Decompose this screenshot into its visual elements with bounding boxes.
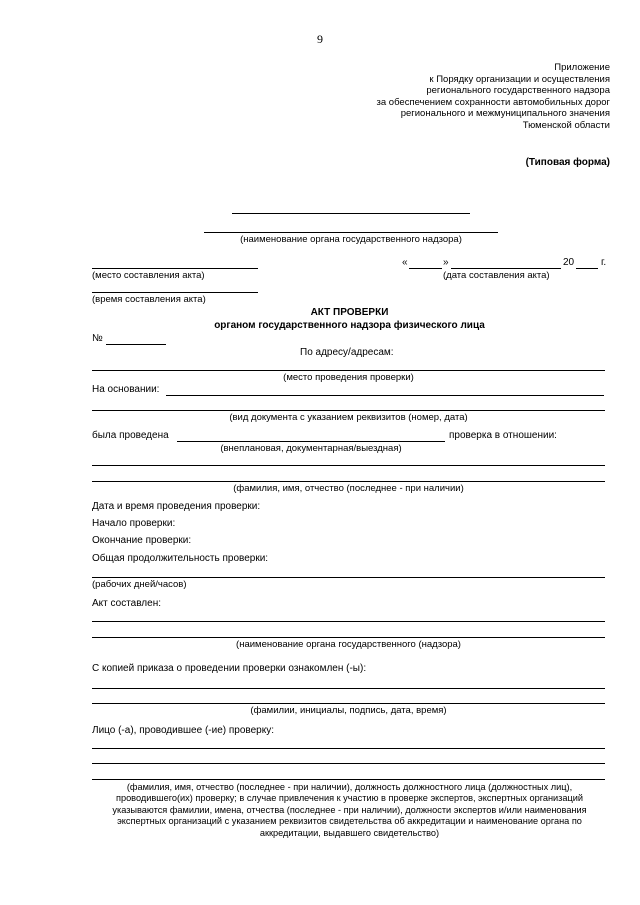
person-caption: (фамилия, имя, отчество (последнее - при наличии) (233, 483, 464, 494)
datetime-label: Дата и время проведения проверки: (92, 501, 261, 512)
basis-caption: (вид документа с указанием реквизитов (номер, дата) (229, 412, 468, 423)
inspector-field-3[interactable] (92, 779, 605, 780)
inspector-caption: (фамилия, имя, отчество (последнее - при наличии), должность должностного лица (должностных лиц), проводившего(их) проверку; в случае привлечения к участию в проверке экспертов, экспертных организаций указываются фамилии, имена, отчества (последнее - при наличии), должности экспертов и/или наименования экспертных организаций с указанием реквизитов свидетельства об аккредитации и наименование органа по аккредитации, выдавшего свидетельство) (112, 782, 587, 838)
basis-label: На основании: (92, 384, 160, 395)
date-year-suffix: г. (601, 257, 607, 268)
copy-label: С копией приказа о проведении проверки ознакомлен (-ы): (92, 663, 367, 674)
duration-field[interactable] (92, 577, 605, 578)
copy-caption: (фамилии, инициалы, подпись, дата, время) (250, 705, 447, 716)
basis-field-2[interactable] (92, 410, 605, 411)
basis-field[interactable] (166, 395, 604, 396)
conducted-type-field[interactable] (177, 441, 445, 442)
date-month-field[interactable] (451, 268, 561, 269)
date-quote-close: » (443, 257, 449, 268)
start-label: Начало проверки: (92, 518, 176, 529)
act-title: АКТ ПРОВЕРКИ (310, 307, 389, 318)
copy-field-1[interactable] (92, 688, 605, 689)
compiled-field-2[interactable] (92, 637, 605, 638)
appendix-line: Приложение (554, 62, 610, 73)
appendix-block (377, 62, 610, 132)
person-field-1[interactable] (92, 465, 605, 466)
inspector-label: Лицо (-а), проводившее (-ие) проверку: (92, 725, 274, 736)
copy-field-2[interactable] (92, 703, 605, 704)
duration-label: Общая продолжительность проверки: (92, 553, 269, 564)
time-line[interactable] (92, 292, 258, 293)
organ-line-2[interactable] (204, 232, 498, 233)
date-day-field[interactable] (409, 268, 442, 269)
place-line[interactable] (92, 268, 258, 269)
compiled-caption: (наименование органа государственного (надзора) (236, 639, 461, 650)
address-label: По адресу/адресам: (300, 347, 394, 358)
person-field-2[interactable] (92, 481, 605, 482)
appendix-line: регионального государственного надзора (426, 85, 610, 97)
number-label: № (92, 333, 103, 344)
act-subtitle: органом государственного надзора физического лица (214, 320, 485, 331)
organ-line-1[interactable] (232, 213, 470, 214)
date-year-prefix: 20 (563, 257, 575, 268)
place-of-check-caption: (место проведения проверки) (283, 372, 414, 383)
inspector-field-1[interactable] (92, 748, 605, 749)
duration-caption: (рабочих дней/часов) (92, 579, 187, 590)
appendix-line: Тюменской области (522, 119, 610, 131)
date-year-field[interactable] (576, 268, 598, 269)
compiled-field-1[interactable] (92, 621, 605, 622)
appendix-line: регионального и межмуниципального значения (400, 108, 610, 120)
conducted-caption: (внеплановая, документарная/выездная) (220, 443, 402, 454)
compiled-label: Акт составлен: (92, 598, 161, 609)
conducted-label: была проведена (92, 430, 169, 441)
number-field[interactable] (106, 344, 166, 345)
conducted-suffix: проверка в отношении: (449, 430, 557, 441)
date-caption: (дата составления акта) (443, 270, 550, 281)
page-number: 9 (317, 32, 323, 46)
organ-caption: (наименование органа государственного надзора) (240, 234, 462, 245)
form-type-label: (Типовая форма) (525, 157, 610, 168)
inspector-field-2[interactable] (92, 763, 605, 764)
appendix-line: за обеспечением сохранности автомобильных дорог (376, 96, 610, 108)
address-field[interactable] (92, 370, 605, 371)
place-caption: (место составления акта) (92, 270, 205, 281)
appendix-line: к Порядку организации и осуществления (429, 73, 610, 85)
date-quote-open: « (402, 257, 408, 268)
end-label: Окончание проверки: (92, 535, 192, 546)
time-caption: (время составления акта) (92, 294, 206, 305)
